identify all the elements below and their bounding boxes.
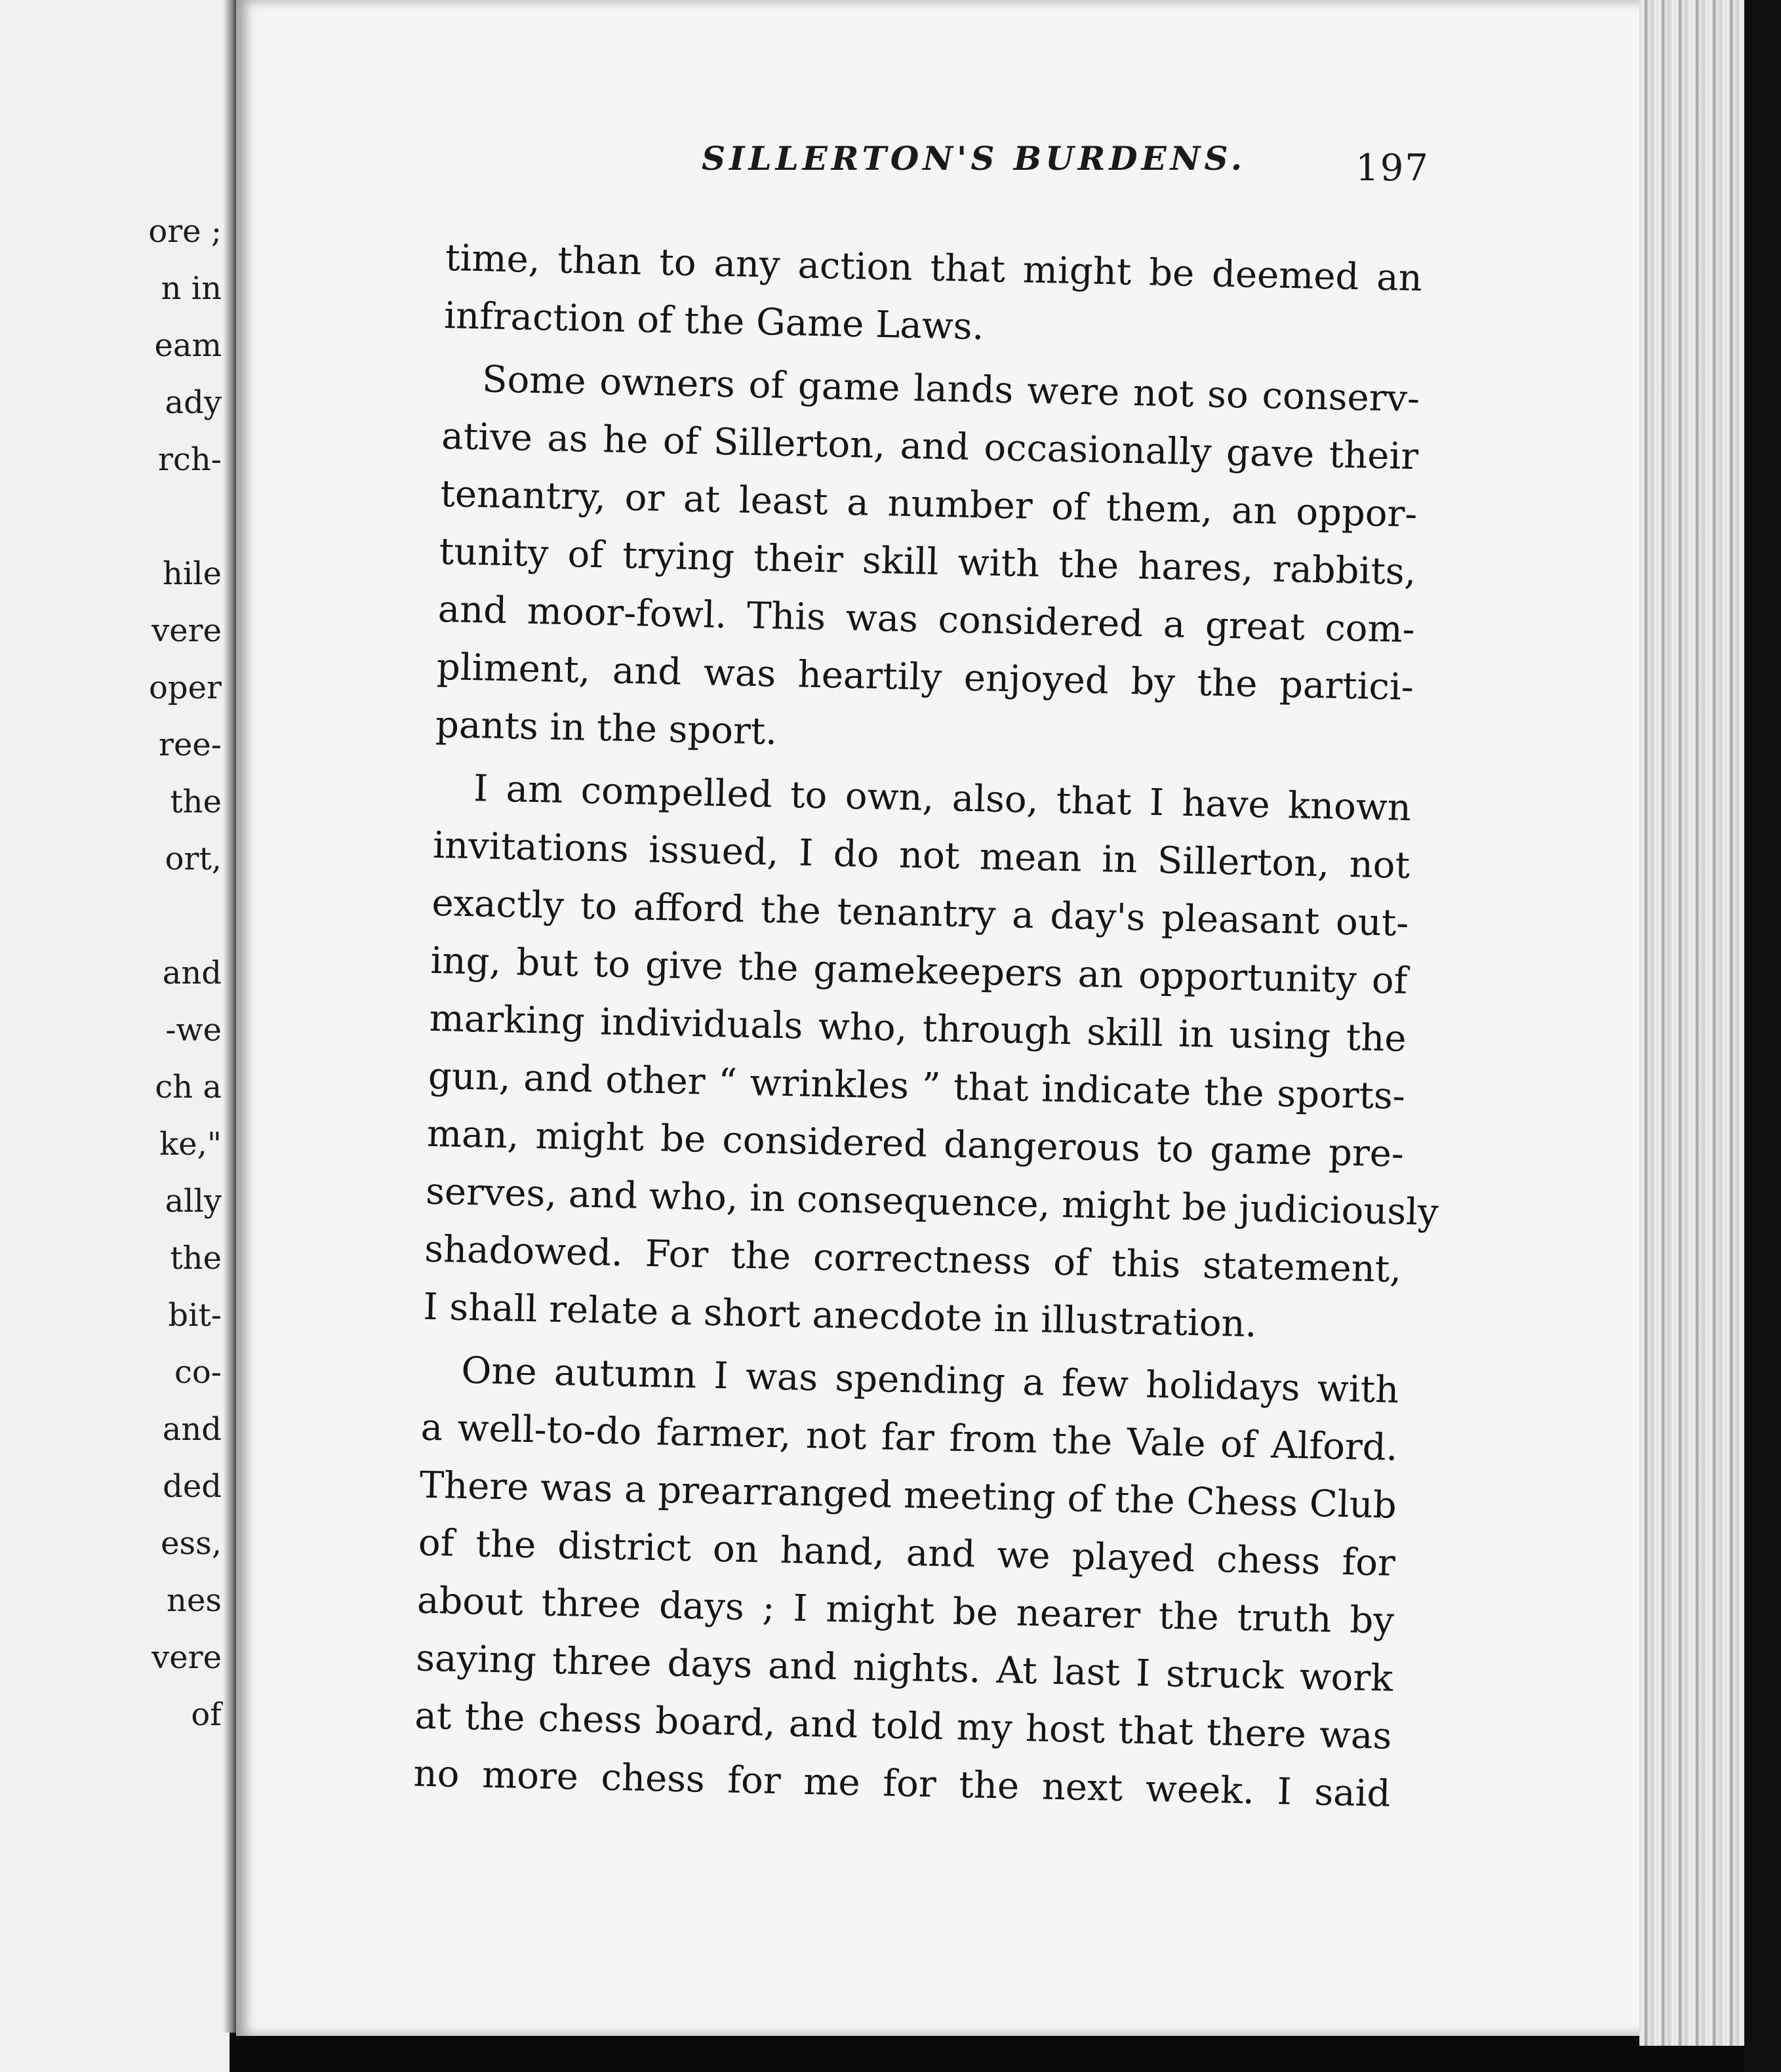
left-line: eam bbox=[154, 327, 222, 364]
text-line: of the district on hand, and we played chess for bbox=[418, 1521, 1396, 1585]
text-line: marking individuals who, through skill in using the bbox=[429, 997, 1407, 1060]
text-line: I shall relate a short anecdote in illustration. bbox=[422, 1285, 1258, 1346]
left-line: ded bbox=[163, 1468, 222, 1505]
page-header bbox=[702, 139, 1430, 191]
page-number: 197 bbox=[1355, 147, 1430, 189]
text-line: One autumn I was spending a few holidays with bbox=[460, 1349, 1399, 1412]
left-line: n in bbox=[161, 270, 222, 307]
text-line: no more chess for me for the next week. I said bbox=[412, 1752, 1391, 1816]
running-title: SILLERTON'S BURDENS. bbox=[702, 139, 1247, 178]
paragraph bbox=[413, 1342, 1399, 1823]
left-line bbox=[25, 488, 222, 546]
text-line: infraction of the Game Laws. bbox=[443, 294, 984, 349]
left-line: the bbox=[170, 1240, 222, 1277]
text-line: There was a prearranged meeting of the Chess Club bbox=[419, 1464, 1397, 1527]
left-line: and bbox=[162, 955, 222, 991]
left-line bbox=[25, 888, 222, 945]
text-line: man, might be considered dangerous to game pre- bbox=[426, 1112, 1405, 1176]
left-line: of bbox=[191, 1696, 222, 1733]
left-line: vere bbox=[151, 1639, 222, 1676]
page-body bbox=[412, 229, 1439, 1829]
left-line: bit- bbox=[168, 1297, 222, 1334]
left-line: the bbox=[170, 784, 222, 820]
left-line: ady bbox=[165, 384, 222, 421]
left-line: ally bbox=[165, 1183, 222, 1220]
text-line: invitations issued, I do not mean in Sillerton, not bbox=[432, 824, 1411, 887]
left-line: ch a bbox=[155, 1069, 222, 1106]
text-line: shadowed. For the correctness of this statement, bbox=[424, 1227, 1402, 1291]
text-line: ative as he of Sillerton, and occasionally gave their bbox=[441, 414, 1419, 479]
left-line: co- bbox=[174, 1354, 222, 1391]
text-line: pants in the sport. bbox=[435, 703, 778, 753]
text-line: ing, but to give the gamekeepers an opportunity of bbox=[430, 939, 1408, 1003]
text-line: time, than to any action that might be deemed an bbox=[445, 236, 1423, 300]
text-line: exactly to afford the tenantry a day's pleasant out- bbox=[431, 881, 1409, 945]
left-line: nes bbox=[167, 1582, 222, 1619]
text-line: at the chess board, and told my host that there was bbox=[414, 1694, 1392, 1758]
text-line: a well-to-do farmer, not far from the Vale of Alford. bbox=[420, 1406, 1399, 1469]
left-line: ke," bbox=[159, 1126, 222, 1163]
paragraph bbox=[422, 759, 1439, 1357]
text-line: Some owners of game lands were not so conserv- bbox=[481, 358, 1420, 421]
text-line: I am compelled to own, also, that I have known bbox=[473, 767, 1412, 830]
text-line: pliment, and was heartily enjoyed by the partici- bbox=[436, 645, 1414, 709]
text-line: saying three days and nights. At last I struck work bbox=[415, 1637, 1393, 1700]
left-line: and bbox=[162, 1411, 222, 1448]
left-line: hile bbox=[162, 555, 222, 592]
left-line: rch- bbox=[158, 441, 222, 478]
text-line: about three days ; I might be nearer the truth by bbox=[416, 1579, 1395, 1643]
text-line: tenantry, or at least a number of them, an oppor- bbox=[439, 472, 1418, 536]
left-page-text bbox=[25, 203, 222, 1743]
left-page bbox=[0, 0, 230, 2072]
left-line: ore ; bbox=[148, 213, 222, 250]
left-line: oper bbox=[149, 669, 222, 706]
left-line: vere bbox=[151, 612, 222, 649]
paragraph bbox=[443, 229, 1422, 365]
left-line: -we bbox=[165, 1012, 222, 1048]
left-line: ess, bbox=[161, 1525, 222, 1562]
page-edges-shadow bbox=[1744, 0, 1781, 2072]
text-line: tunity of trying their skill with the hares, rabbits, bbox=[439, 530, 1417, 594]
left-line: ree- bbox=[159, 727, 222, 763]
text-line: and moor-fowl. This was considered a great com- bbox=[437, 588, 1416, 652]
text-line: serves, and who, in consequence, might be judiciously bbox=[425, 1170, 1439, 1235]
paragraph bbox=[435, 350, 1420, 774]
text-line: gun, and other “ wrinkles ” that indicate the sports- bbox=[428, 1054, 1406, 1118]
left-line: ort, bbox=[165, 841, 222, 877]
